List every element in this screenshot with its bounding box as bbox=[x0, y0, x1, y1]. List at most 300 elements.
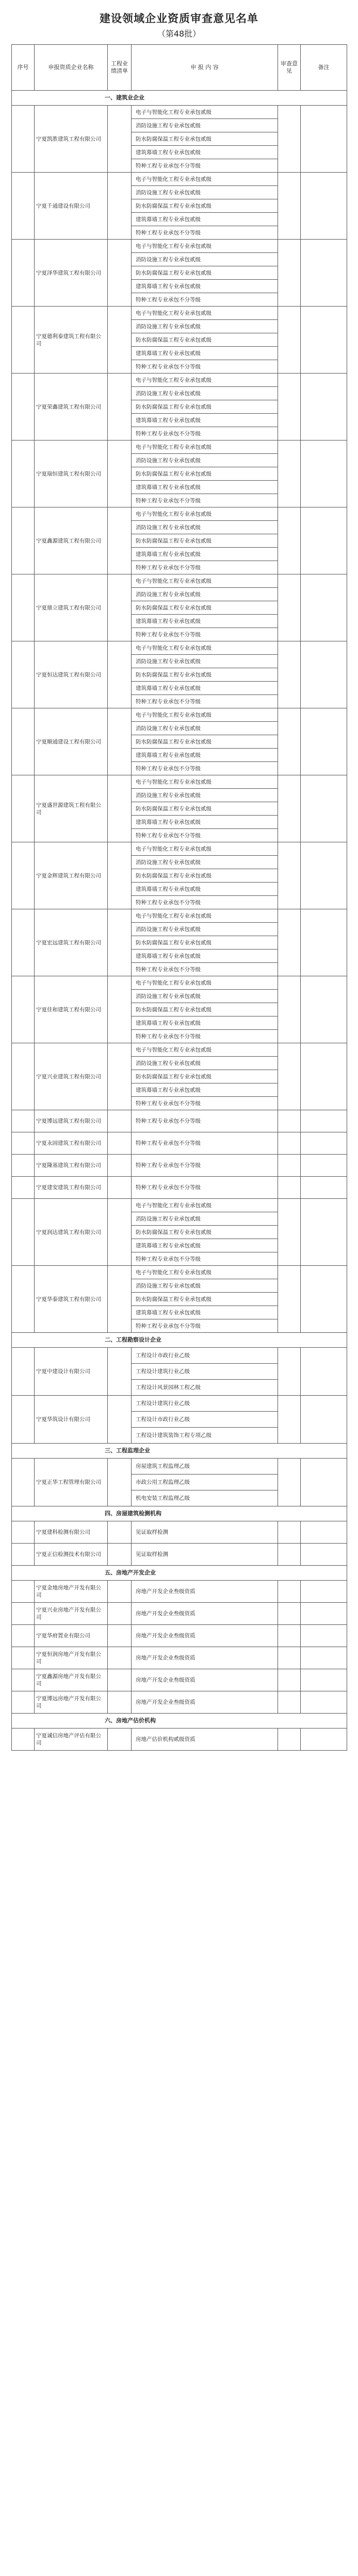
performance-note bbox=[108, 1110, 132, 1132]
review-opinion bbox=[278, 1110, 301, 1132]
application-item: 特种工程专业承包不分等级 bbox=[132, 1110, 278, 1132]
header-opinion: 审查意见 bbox=[278, 45, 301, 91]
section-title: 一、建筑业企业 bbox=[12, 91, 347, 106]
remark bbox=[301, 708, 347, 775]
application-item: 特种工程专业承包不分等级 bbox=[132, 628, 278, 641]
application-item: 建筑幕墙工程专业承包贰级 bbox=[132, 816, 278, 829]
section-title: 三、工程监理企业 bbox=[12, 1444, 347, 1459]
performance-note bbox=[108, 1581, 132, 1603]
row-index bbox=[12, 1728, 35, 1751]
row-index bbox=[12, 1155, 35, 1177]
table-row bbox=[12, 1625, 347, 1647]
section-row bbox=[12, 1714, 347, 1728]
table-row bbox=[12, 1155, 347, 1177]
application-item: 防水防腐保温工程专业承包贰级 bbox=[132, 668, 278, 682]
application-item: 特种工程专业承包不分等级 bbox=[132, 1155, 278, 1177]
application-item: 电子与智能化工程专业承包贰级 bbox=[132, 1266, 278, 1279]
remark bbox=[301, 1348, 347, 1396]
table-row bbox=[12, 1348, 347, 1364]
application-item: 消防设施工程专业承包贰级 bbox=[132, 186, 278, 199]
application-item: 消防设施工程专业承包贰级 bbox=[132, 1057, 278, 1070]
table-row bbox=[12, 1266, 347, 1279]
table-row bbox=[12, 1544, 347, 1566]
remark bbox=[301, 1581, 347, 1603]
performance-note bbox=[108, 1177, 132, 1199]
remark bbox=[301, 1521, 347, 1544]
table-row bbox=[12, 1459, 347, 1475]
application-item: 房地产开发企业叁级资质 bbox=[132, 1647, 278, 1669]
application-item: 特种工程专业承包不分等级 bbox=[132, 494, 278, 507]
application-item: 防水防腐保温工程专业承包贰级 bbox=[132, 1070, 278, 1083]
application-item: 市政公用工程监理乙级 bbox=[132, 1475, 278, 1490]
section-title: 五、房地产开发企业 bbox=[12, 1566, 347, 1581]
remark bbox=[301, 307, 347, 374]
table-row bbox=[12, 440, 347, 454]
table-row bbox=[12, 1691, 347, 1714]
review-opinion bbox=[278, 842, 301, 909]
application-item: 建筑幕墙工程专业承包贰级 bbox=[132, 950, 278, 963]
section-row bbox=[12, 1444, 347, 1459]
company-name: 宁夏隆基建筑工程有限公司 bbox=[35, 1155, 108, 1177]
row-index bbox=[12, 1177, 35, 1199]
remark bbox=[301, 641, 347, 708]
application-item: 电子与智能化工程专业承包贰级 bbox=[132, 1043, 278, 1057]
row-index bbox=[12, 1603, 35, 1625]
review-opinion bbox=[278, 173, 301, 240]
application-item: 电子与智能化工程专业承包贰级 bbox=[132, 173, 278, 186]
table-row bbox=[12, 1177, 347, 1199]
performance-note bbox=[108, 1669, 132, 1691]
application-item: 电子与智能化工程专业承包贰级 bbox=[132, 909, 278, 923]
remark bbox=[301, 1691, 347, 1714]
application-item: 特种工程专业承包不分等级 bbox=[132, 1030, 278, 1043]
remark bbox=[301, 1266, 347, 1333]
remark bbox=[301, 240, 347, 307]
application-item: 特种工程专业承包不分等级 bbox=[132, 829, 278, 842]
company-name: 宁夏金地房地产开发有限公司 bbox=[35, 1581, 108, 1603]
performance-note bbox=[108, 641, 132, 708]
table-row bbox=[12, 1043, 347, 1057]
row-index bbox=[12, 240, 35, 307]
table-row bbox=[12, 1669, 347, 1691]
performance-note bbox=[108, 1396, 132, 1444]
remark bbox=[301, 842, 347, 909]
remark bbox=[301, 507, 347, 574]
review-opinion bbox=[278, 1544, 301, 1566]
header-row bbox=[12, 45, 347, 91]
review-opinion bbox=[278, 1603, 301, 1625]
company-name: 宁夏顺通建设工程有限公司 bbox=[35, 708, 108, 775]
application-item: 房地产开发企业叁级资质 bbox=[132, 1691, 278, 1714]
application-item: 建筑幕墙工程专业承包贰级 bbox=[132, 481, 278, 494]
remark bbox=[301, 574, 347, 641]
review-opinion bbox=[278, 1348, 301, 1396]
remark bbox=[301, 1728, 347, 1751]
company-name: 宁夏鑫源建筑工程有限公司 bbox=[35, 507, 108, 574]
table-row bbox=[12, 1199, 347, 1212]
row-index bbox=[12, 1199, 35, 1266]
row-index bbox=[12, 1647, 35, 1669]
company-name: 宁夏鼎立建筑工程有限公司 bbox=[35, 574, 108, 641]
table-row bbox=[12, 976, 347, 990]
application-item: 见证取样检测 bbox=[132, 1521, 278, 1544]
application-item: 建筑幕墙工程专业承包贰级 bbox=[132, 414, 278, 427]
review-opinion bbox=[278, 574, 301, 641]
application-item: 建筑幕墙工程专业承包贰级 bbox=[132, 883, 278, 896]
remark bbox=[301, 775, 347, 842]
row-index bbox=[12, 374, 35, 440]
remark bbox=[301, 1396, 347, 1444]
application-item: 电子与智能化工程专业承包贰级 bbox=[132, 440, 278, 454]
company-name: 宁夏凯胜建筑工程有限公司 bbox=[35, 106, 108, 173]
performance-note bbox=[108, 1647, 132, 1669]
row-index bbox=[12, 173, 35, 240]
company-name: 宁夏博远房地产开发有限公司 bbox=[35, 1691, 108, 1714]
remark bbox=[301, 440, 347, 507]
application-item: 防水防腐保温工程专业承包贰级 bbox=[132, 266, 278, 280]
company-name: 宁夏千通建设有限公司 bbox=[35, 173, 108, 240]
review-opinion bbox=[278, 976, 301, 1043]
review-opinion bbox=[278, 1647, 301, 1669]
company-name: 宁夏中建设计有限公司 bbox=[35, 1348, 108, 1396]
application-item: 电子与智能化工程专业承包贰级 bbox=[132, 574, 278, 588]
section-row bbox=[12, 1566, 347, 1581]
row-index bbox=[12, 307, 35, 374]
performance-note bbox=[108, 1043, 132, 1110]
performance-note bbox=[108, 1199, 132, 1266]
application-item: 见证取样检测 bbox=[132, 1544, 278, 1566]
header-content: 申 报 内 容 bbox=[132, 45, 278, 91]
application-item: 工程设计市政行业乙级 bbox=[132, 1348, 278, 1364]
table-row bbox=[12, 307, 347, 320]
performance-note bbox=[108, 240, 132, 307]
company-name: 宁夏泽华建筑工程有限公司 bbox=[35, 240, 108, 307]
header-company: 申报资质企业名称 bbox=[35, 45, 108, 91]
table-body bbox=[12, 91, 347, 1751]
review-opinion bbox=[278, 307, 301, 374]
row-index bbox=[12, 1132, 35, 1155]
row-index bbox=[12, 641, 35, 708]
section-row bbox=[12, 91, 347, 106]
company-name: 宁夏诚信房地产评估有限公司 bbox=[35, 1728, 108, 1751]
row-index bbox=[12, 976, 35, 1043]
application-item: 房地产开发企业叁级资质 bbox=[132, 1581, 278, 1603]
review-opinion bbox=[278, 240, 301, 307]
table-row bbox=[12, 909, 347, 923]
application-item: 特种工程专业承包不分等级 bbox=[132, 1177, 278, 1199]
remark bbox=[301, 1603, 347, 1625]
qualification-table bbox=[11, 44, 347, 1751]
review-opinion bbox=[278, 1132, 301, 1155]
remark bbox=[301, 1647, 347, 1669]
company-name: 宁夏博远建筑工程有限公司 bbox=[35, 1110, 108, 1132]
company-name: 宁夏德利泰建筑工程有限公司 bbox=[35, 307, 108, 374]
performance-note bbox=[108, 1459, 132, 1506]
review-opinion bbox=[278, 909, 301, 976]
row-index bbox=[12, 507, 35, 574]
application-item: 防水防腐保温工程专业承包贰级 bbox=[132, 735, 278, 749]
remark bbox=[301, 1459, 347, 1506]
application-item: 防水防腐保温工程专业承包贰级 bbox=[132, 601, 278, 615]
table-row bbox=[12, 1581, 347, 1603]
row-index bbox=[12, 1043, 35, 1110]
performance-note bbox=[108, 1348, 132, 1396]
performance-note bbox=[108, 1544, 132, 1566]
section-row bbox=[12, 1333, 347, 1348]
application-item: 建筑幕墙工程专业承包贰级 bbox=[132, 749, 278, 762]
review-opinion bbox=[278, 1691, 301, 1714]
application-item: 电子与智能化工程专业承包贰级 bbox=[132, 976, 278, 990]
application-item: 电子与智能化工程专业承包贰级 bbox=[132, 775, 278, 789]
table-row bbox=[12, 574, 347, 588]
application-item: 防水防腐保温工程专业承包贰级 bbox=[132, 1226, 278, 1239]
performance-note bbox=[108, 1132, 132, 1155]
table-row bbox=[12, 106, 347, 119]
table-row bbox=[12, 1603, 347, 1625]
application-item: 特种工程专业承包不分等级 bbox=[132, 762, 278, 775]
application-item: 建筑幕墙工程专业承包贰级 bbox=[132, 280, 278, 293]
performance-note bbox=[108, 1691, 132, 1714]
performance-note bbox=[108, 909, 132, 976]
review-opinion bbox=[278, 374, 301, 440]
remark bbox=[301, 976, 347, 1043]
company-name: 宁夏华筑设计有限公司 bbox=[35, 1396, 108, 1444]
application-item: 房地产开发企业叁级资质 bbox=[132, 1669, 278, 1691]
remark bbox=[301, 374, 347, 440]
company-name: 宁夏恒达建筑工程有限公司 bbox=[35, 641, 108, 708]
application-item: 特种工程专业承包不分等级 bbox=[132, 1097, 278, 1110]
company-name: 宁夏鑫源房地产开发有限公司 bbox=[35, 1669, 108, 1691]
remark bbox=[301, 1199, 347, 1266]
performance-note bbox=[108, 173, 132, 240]
table-header bbox=[12, 45, 347, 91]
company-name: 宁夏建安建筑工程有限公司 bbox=[35, 1177, 108, 1199]
review-opinion bbox=[278, 775, 301, 842]
review-opinion bbox=[278, 507, 301, 574]
row-index bbox=[12, 574, 35, 641]
company-name: 宁夏润达建筑工程有限公司 bbox=[35, 1199, 108, 1266]
application-item: 电子与智能化工程专业承包贰级 bbox=[132, 1199, 278, 1212]
row-index bbox=[12, 106, 35, 173]
row-index bbox=[12, 909, 35, 976]
remark bbox=[301, 1544, 347, 1566]
review-opinion bbox=[278, 641, 301, 708]
review-opinion bbox=[278, 1177, 301, 1199]
application-item: 建筑幕墙工程专业承包贰级 bbox=[132, 213, 278, 226]
header-performance: 工程业绩清单 bbox=[108, 45, 132, 91]
review-opinion bbox=[278, 1266, 301, 1333]
performance-note bbox=[108, 374, 132, 440]
remark bbox=[301, 1155, 347, 1177]
table-row bbox=[12, 1647, 347, 1669]
application-item: 防水防腐保温工程专业承包贰级 bbox=[132, 936, 278, 950]
application-item: 建筑幕墙工程专业承包贰级 bbox=[132, 347, 278, 360]
row-index bbox=[12, 842, 35, 909]
application-item: 特种工程专业承包不分等级 bbox=[132, 1252, 278, 1266]
review-opinion bbox=[278, 1728, 301, 1751]
performance-note bbox=[108, 1266, 132, 1333]
application-item: 特种工程专业承包不分等级 bbox=[132, 427, 278, 440]
company-name: 宁夏恒润房地产开发有限公司 bbox=[35, 1647, 108, 1669]
application-item: 房地产开发企业叁级资质 bbox=[132, 1603, 278, 1625]
application-item: 消防设施工程专业承包贰级 bbox=[132, 588, 278, 601]
table-row bbox=[12, 842, 347, 856]
review-opinion bbox=[278, 1199, 301, 1266]
row-index bbox=[12, 1581, 35, 1603]
table-row bbox=[12, 240, 347, 253]
performance-note bbox=[108, 775, 132, 842]
header-remark: 备注 bbox=[301, 45, 347, 91]
header-index: 序号 bbox=[12, 45, 35, 91]
application-item: 消防设施工程专业承包贰级 bbox=[132, 856, 278, 869]
performance-note bbox=[108, 708, 132, 775]
table-row bbox=[12, 1521, 347, 1544]
table-row bbox=[12, 1110, 347, 1132]
section-row bbox=[12, 1506, 347, 1521]
application-item: 防水防腐保温工程专业承包贰级 bbox=[132, 1293, 278, 1306]
performance-note bbox=[108, 440, 132, 507]
performance-note bbox=[108, 106, 132, 173]
batch-label: （第48批） bbox=[157, 29, 201, 39]
section-title: 六、房地产估价机构 bbox=[12, 1714, 347, 1728]
application-item: 电子与智能化工程专业承包贰级 bbox=[132, 842, 278, 856]
remark bbox=[301, 1669, 347, 1691]
remark bbox=[301, 1132, 347, 1155]
application-item: 防水防腐保温工程专业承包贰级 bbox=[132, 869, 278, 883]
application-item: 特种工程专业承包不分等级 bbox=[132, 1132, 278, 1155]
application-item: 工程设计市政行业乙级 bbox=[132, 1412, 278, 1428]
review-opinion bbox=[278, 440, 301, 507]
company-name: 宁夏盛世源建筑工程有限公司 bbox=[35, 775, 108, 842]
application-item: 消防设施工程专业承包贰级 bbox=[132, 320, 278, 333]
row-index bbox=[12, 1669, 35, 1691]
row-index bbox=[12, 1348, 35, 1396]
company-name: 宁夏宏远建筑工程有限公司 bbox=[35, 909, 108, 976]
application-item: 建筑幕墙工程专业承包贰级 bbox=[132, 1083, 278, 1097]
application-item: 建筑幕墙工程专业承包贰级 bbox=[132, 1016, 278, 1030]
remark bbox=[301, 173, 347, 240]
row-index bbox=[12, 1544, 35, 1566]
company-name: 宁夏正信检测技术有限公司 bbox=[35, 1544, 108, 1566]
table-row bbox=[12, 1396, 347, 1412]
application-item: 特种工程专业承包不分等级 bbox=[132, 293, 278, 307]
application-item: 消防设施工程专业承包贰级 bbox=[132, 387, 278, 400]
application-item: 防水防腐保温工程专业承包贰级 bbox=[132, 400, 278, 414]
table-row bbox=[12, 374, 347, 387]
application-item: 电子与智能化工程专业承包贰级 bbox=[132, 106, 278, 119]
application-item: 防水防腐保温工程专业承包贰级 bbox=[132, 199, 278, 213]
application-item: 工程设计建筑行业乙级 bbox=[132, 1364, 278, 1380]
row-index bbox=[12, 1110, 35, 1132]
application-item: 建筑幕墙工程专业承包贰级 bbox=[132, 146, 278, 159]
review-opinion bbox=[278, 1459, 301, 1506]
review-opinion bbox=[278, 1396, 301, 1444]
review-opinion bbox=[278, 1155, 301, 1177]
application-item: 防水防腐保温工程专业承包贰级 bbox=[132, 802, 278, 816]
table-row bbox=[12, 1728, 347, 1751]
application-item: 消防设施工程专业承包贰级 bbox=[132, 1279, 278, 1293]
application-item: 工程设计建筑装饰工程专项乙级 bbox=[132, 1428, 278, 1444]
application-item: 特种工程专业承包不分等级 bbox=[132, 695, 278, 708]
application-item: 消防设施工程专业承包贰级 bbox=[132, 454, 278, 467]
application-item: 消防设施工程专业承包贰级 bbox=[132, 789, 278, 802]
company-name: 宁夏兴业建筑工程有限公司 bbox=[35, 1043, 108, 1110]
table-row bbox=[12, 641, 347, 655]
table-row bbox=[12, 1132, 347, 1155]
section-title: 四、房屋建筑检测机构 bbox=[12, 1506, 347, 1521]
application-item: 电子与智能化工程专业承包贰级 bbox=[132, 240, 278, 253]
performance-note bbox=[108, 574, 132, 641]
application-item: 电子与智能化工程专业承包贰级 bbox=[132, 374, 278, 387]
table-row bbox=[12, 708, 347, 722]
application-item: 消防设施工程专业承包贰级 bbox=[132, 521, 278, 534]
review-opinion bbox=[278, 106, 301, 173]
application-item: 特种工程专业承包不分等级 bbox=[132, 1319, 278, 1333]
review-opinion bbox=[278, 1669, 301, 1691]
row-index bbox=[12, 1396, 35, 1444]
remark bbox=[301, 909, 347, 976]
application-item: 防水防腐保温工程专业承包贰级 bbox=[132, 1003, 278, 1016]
application-item: 建筑幕墙工程专业承包贰级 bbox=[132, 1239, 278, 1252]
review-opinion bbox=[278, 1625, 301, 1647]
company-name: 宁夏建科检测有限公司 bbox=[35, 1521, 108, 1544]
application-item: 房屋建筑工程监理乙级 bbox=[132, 1459, 278, 1475]
application-item: 消防设施工程专业承包贰级 bbox=[132, 923, 278, 936]
performance-note bbox=[108, 1728, 132, 1751]
application-item: 消防设施工程专业承包贰级 bbox=[132, 1212, 278, 1226]
row-index bbox=[12, 1521, 35, 1544]
performance-note bbox=[108, 1603, 132, 1625]
row-index bbox=[12, 1691, 35, 1714]
application-item: 电子与智能化工程专业承包贰级 bbox=[132, 708, 278, 722]
application-item: 消防设施工程专业承包贰级 bbox=[132, 655, 278, 668]
application-item: 工程设计风景园林工程乙级 bbox=[132, 1380, 278, 1396]
application-item: 消防设施工程专业承包贰级 bbox=[132, 253, 278, 266]
remark bbox=[301, 106, 347, 173]
row-index bbox=[12, 1459, 35, 1506]
company-name: 宁夏瑞恒建筑工程有限公司 bbox=[35, 440, 108, 507]
application-item: 防水防腐保温工程专业承包贰级 bbox=[132, 467, 278, 481]
row-index bbox=[12, 708, 35, 775]
application-item: 房地产开发企业叁级资质 bbox=[132, 1625, 278, 1647]
application-item: 防水防腐保温工程专业承包贰级 bbox=[132, 132, 278, 146]
performance-note bbox=[108, 842, 132, 909]
company-name: 宁夏佳和建筑工程有限公司 bbox=[35, 976, 108, 1043]
application-item: 防水防腐保温工程专业承包贰级 bbox=[132, 333, 278, 347]
application-item: 消防设施工程专业承包贰级 bbox=[132, 722, 278, 735]
performance-note bbox=[108, 307, 132, 374]
company-name: 宁夏华泰建筑工程有限公司 bbox=[35, 1266, 108, 1333]
company-name: 宁夏兴业房地产开发有限公司 bbox=[35, 1603, 108, 1625]
application-item: 建筑幕墙工程专业承包贰级 bbox=[132, 1306, 278, 1319]
application-item: 消防设施工程专业承包贰级 bbox=[132, 990, 278, 1003]
qualification-table-container bbox=[11, 44, 347, 1751]
remark bbox=[301, 1110, 347, 1132]
page-title: 建设领域企业资质审查意见名单 bbox=[100, 12, 258, 25]
application-item: 电子与智能化工程专业承包贰级 bbox=[132, 307, 278, 320]
application-item: 工程设计建筑行业乙级 bbox=[132, 1396, 278, 1412]
row-index bbox=[12, 1266, 35, 1333]
table-row bbox=[12, 507, 347, 521]
company-name: 宁夏永固建筑工程有限公司 bbox=[35, 1132, 108, 1155]
application-item: 房地产估价机构贰级资质 bbox=[132, 1728, 278, 1751]
row-index bbox=[12, 440, 35, 507]
performance-note bbox=[108, 976, 132, 1043]
application-item: 特种工程专业承包不分等级 bbox=[132, 896, 278, 909]
application-item: 特种工程专业承包不分等级 bbox=[132, 159, 278, 173]
review-opinion bbox=[278, 1521, 301, 1544]
application-item: 消防设施工程专业承包贰级 bbox=[132, 119, 278, 132]
